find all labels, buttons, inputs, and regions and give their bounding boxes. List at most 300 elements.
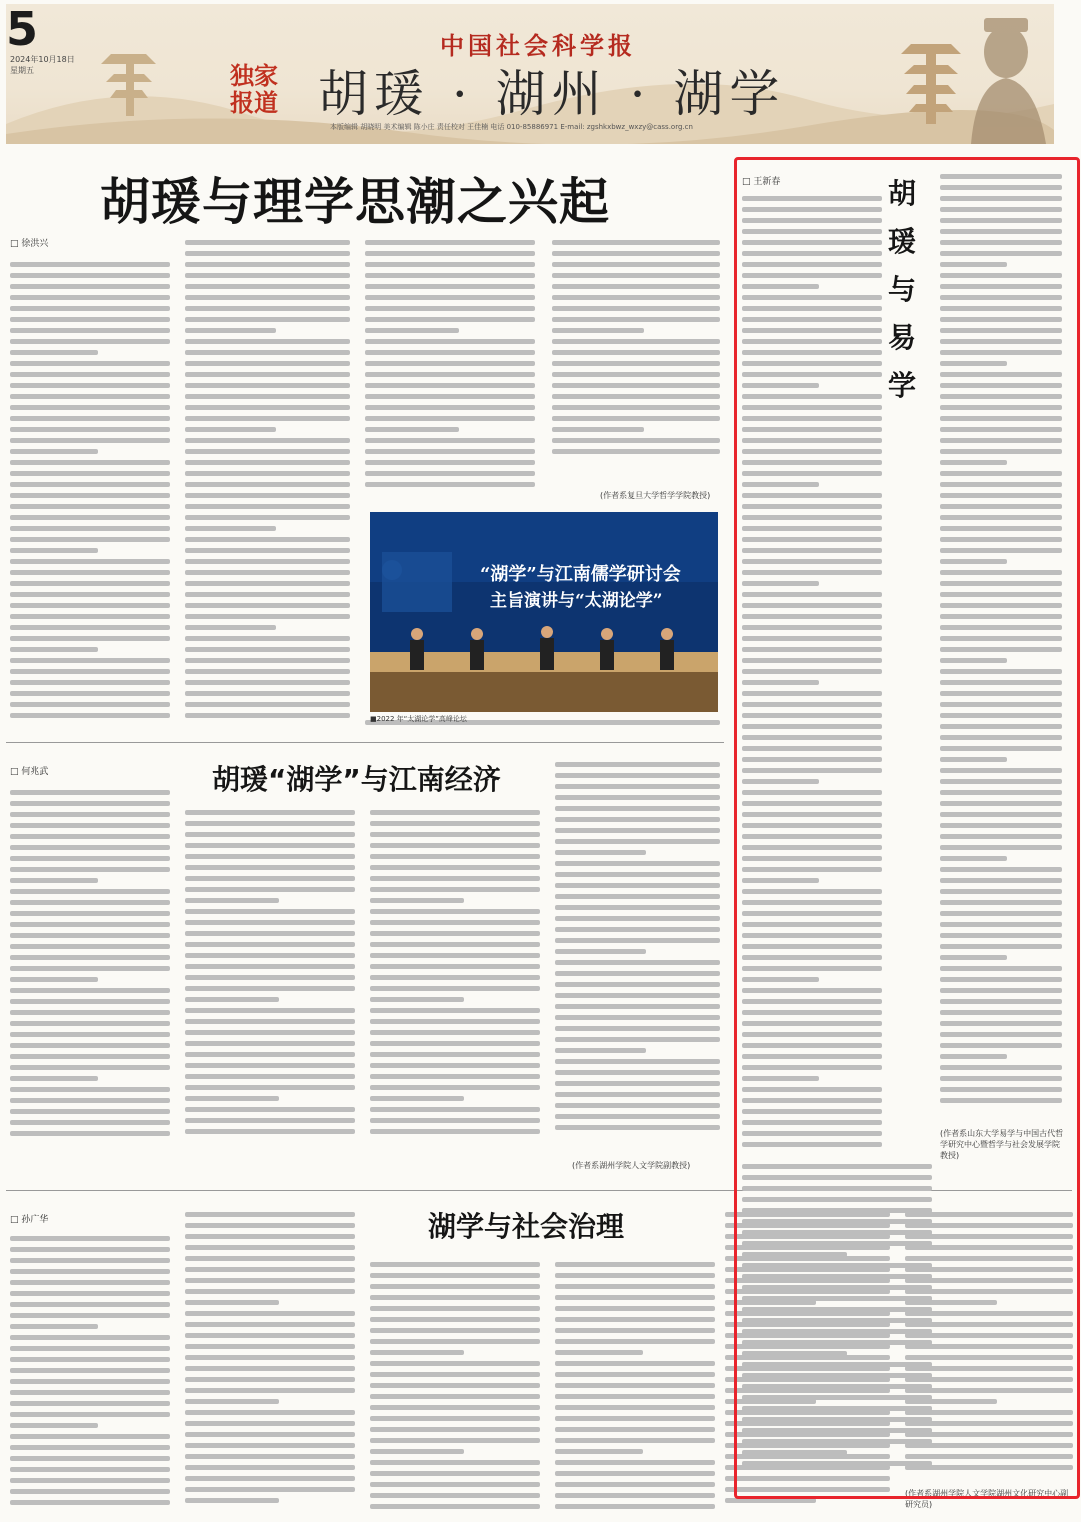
text-line bbox=[940, 218, 1062, 223]
text-line bbox=[742, 1208, 932, 1213]
jiangnan-column-3 bbox=[370, 810, 540, 1144]
text-line bbox=[370, 1030, 540, 1035]
text-line bbox=[370, 909, 540, 914]
text-line bbox=[10, 1489, 170, 1494]
text-line bbox=[742, 1186, 932, 1191]
text-line bbox=[10, 350, 98, 355]
text-line bbox=[10, 526, 170, 531]
text-line bbox=[940, 284, 1062, 289]
text-line bbox=[185, 1008, 355, 1013]
text-line bbox=[365, 361, 535, 366]
text-line bbox=[742, 977, 819, 982]
text-line bbox=[940, 581, 1062, 586]
text-line bbox=[742, 339, 882, 344]
text-line bbox=[742, 1065, 882, 1070]
text-line bbox=[555, 1405, 715, 1410]
text-line bbox=[555, 1103, 720, 1108]
governance-column-3 bbox=[370, 1262, 540, 1516]
text-line bbox=[10, 1324, 98, 1329]
text-line bbox=[185, 1129, 355, 1134]
text-line bbox=[365, 262, 535, 267]
text-line bbox=[370, 1471, 540, 1476]
text-line bbox=[370, 1405, 540, 1410]
text-line bbox=[742, 1263, 932, 1268]
text-line bbox=[940, 207, 1062, 212]
text-line bbox=[10, 537, 170, 542]
text-line bbox=[370, 898, 464, 903]
text-line bbox=[555, 894, 720, 899]
text-line bbox=[940, 636, 1062, 641]
forum-photo bbox=[370, 512, 718, 712]
text-line bbox=[10, 647, 98, 652]
text-line bbox=[185, 504, 350, 509]
text-line bbox=[370, 931, 540, 936]
text-line bbox=[552, 328, 644, 333]
text-line bbox=[940, 526, 1062, 531]
governance-column-2 bbox=[185, 1212, 355, 1516]
text-line bbox=[10, 1313, 170, 1318]
jiangnan-headline: 胡瑗“湖学”与江南经济 bbox=[212, 763, 501, 796]
text-line bbox=[370, 887, 540, 892]
yi-column-3 bbox=[742, 1164, 932, 1474]
text-line bbox=[185, 669, 350, 674]
text-line bbox=[940, 911, 1062, 916]
text-line bbox=[940, 460, 1007, 465]
text-line bbox=[742, 1175, 932, 1180]
text-line bbox=[940, 746, 1062, 751]
text-line bbox=[940, 889, 1062, 894]
text-line bbox=[742, 361, 882, 366]
text-line bbox=[742, 383, 819, 388]
text-line bbox=[555, 1114, 720, 1119]
text-line bbox=[940, 295, 1062, 300]
text-line bbox=[365, 240, 535, 245]
text-line bbox=[10, 427, 170, 432]
main-column-2 bbox=[185, 240, 350, 732]
text-line bbox=[555, 1350, 643, 1355]
text-line bbox=[370, 1295, 540, 1300]
text-line bbox=[940, 856, 1007, 861]
text-line bbox=[940, 768, 1062, 773]
text-line bbox=[940, 933, 1062, 938]
main-author-note: (作者系复旦大学哲学学院教授) bbox=[600, 491, 711, 500]
text-line bbox=[742, 1010, 882, 1015]
text-line bbox=[10, 592, 170, 597]
text-line bbox=[742, 966, 882, 971]
text-line bbox=[185, 1388, 355, 1393]
main-byline: □ 徐洪兴 bbox=[10, 239, 49, 249]
text-line bbox=[10, 812, 170, 817]
text-line bbox=[940, 405, 1062, 410]
exclusive-report-label: 独家报道 bbox=[230, 61, 278, 117]
text-line bbox=[940, 1010, 1062, 1015]
text-line bbox=[742, 372, 882, 377]
jiangnan-column-4 bbox=[555, 762, 720, 1142]
text-line bbox=[940, 966, 1062, 971]
text-line bbox=[742, 273, 882, 278]
text-line bbox=[742, 911, 882, 916]
text-line bbox=[555, 1284, 715, 1289]
text-line bbox=[10, 669, 170, 674]
text-line bbox=[742, 1021, 882, 1026]
text-line bbox=[185, 416, 350, 421]
text-line bbox=[370, 1361, 540, 1366]
text-line bbox=[940, 394, 1062, 399]
text-line bbox=[940, 900, 1062, 905]
text-line bbox=[185, 251, 350, 256]
text-line bbox=[10, 1247, 170, 1252]
text-line bbox=[742, 1417, 932, 1422]
text-line bbox=[742, 988, 882, 993]
text-line bbox=[742, 1329, 932, 1334]
text-line bbox=[370, 1008, 540, 1013]
text-line bbox=[185, 262, 350, 267]
text-line bbox=[552, 350, 720, 355]
text-line bbox=[185, 526, 276, 531]
text-line bbox=[10, 383, 170, 388]
text-line bbox=[555, 1048, 646, 1053]
text-line bbox=[552, 383, 720, 388]
text-line bbox=[742, 625, 882, 630]
text-line bbox=[742, 438, 882, 443]
text-line bbox=[555, 1504, 715, 1509]
text-line bbox=[365, 339, 535, 344]
text-line bbox=[10, 328, 170, 333]
text-line bbox=[370, 964, 540, 969]
text-line bbox=[10, 702, 170, 707]
text-line bbox=[940, 603, 1062, 608]
text-line bbox=[742, 295, 882, 300]
text-line bbox=[742, 812, 882, 817]
text-line bbox=[10, 1478, 170, 1483]
text-line bbox=[10, 273, 170, 278]
text-line bbox=[940, 1032, 1062, 1037]
text-line bbox=[742, 779, 819, 784]
text-line bbox=[742, 856, 882, 861]
text-line bbox=[10, 834, 170, 839]
text-line bbox=[742, 746, 882, 751]
text-line bbox=[555, 1361, 715, 1366]
text-line bbox=[555, 762, 720, 767]
text-line bbox=[10, 570, 170, 575]
page-title: 胡瑗 · 湖州 · 湖学 bbox=[318, 65, 786, 123]
text-line bbox=[742, 262, 882, 267]
text-line bbox=[552, 262, 720, 267]
text-line bbox=[10, 1423, 98, 1428]
text-line bbox=[940, 1087, 1062, 1092]
text-line bbox=[365, 482, 535, 487]
text-line bbox=[742, 515, 882, 520]
text-line bbox=[940, 878, 1062, 883]
jiangnan-byline: □ 何兆武 bbox=[10, 767, 49, 777]
text-line bbox=[365, 306, 535, 311]
text-line bbox=[940, 977, 1062, 982]
text-line bbox=[940, 350, 1062, 355]
text-line bbox=[940, 867, 1062, 872]
text-line bbox=[552, 405, 720, 410]
text-line bbox=[10, 988, 170, 993]
text-line bbox=[742, 537, 882, 542]
text-line bbox=[742, 801, 882, 806]
text-line bbox=[370, 1427, 540, 1432]
text-line bbox=[742, 933, 882, 938]
text-line bbox=[555, 1092, 720, 1097]
text-line bbox=[10, 471, 170, 476]
jiangnan-author-note: (作者系湖州学院人文学院副教授) bbox=[572, 1161, 691, 1170]
text-line bbox=[555, 960, 720, 965]
text-line bbox=[10, 1434, 170, 1439]
text-line bbox=[940, 559, 1007, 564]
text-line bbox=[370, 1416, 540, 1421]
text-line bbox=[185, 942, 355, 947]
text-line bbox=[10, 603, 170, 608]
text-line bbox=[370, 953, 540, 958]
text-line bbox=[742, 867, 882, 872]
text-line bbox=[185, 581, 350, 586]
governance-byline: □ 孙广华 bbox=[10, 1215, 49, 1225]
text-line bbox=[742, 482, 819, 487]
text-line bbox=[185, 1300, 279, 1305]
text-line bbox=[185, 1030, 355, 1035]
text-line bbox=[742, 691, 882, 696]
text-line bbox=[365, 328, 459, 333]
text-line bbox=[185, 460, 350, 465]
text-line bbox=[185, 427, 276, 432]
text-line bbox=[185, 1019, 355, 1024]
text-line bbox=[10, 548, 98, 553]
text-line bbox=[940, 702, 1062, 707]
text-line bbox=[10, 614, 170, 619]
text-line bbox=[940, 1076, 1062, 1081]
text-line bbox=[742, 1054, 882, 1059]
text-line bbox=[185, 986, 355, 991]
text-line bbox=[185, 810, 355, 815]
text-line bbox=[742, 955, 882, 960]
text-line bbox=[742, 1230, 932, 1235]
section-divider bbox=[6, 742, 724, 743]
text-line bbox=[370, 1284, 540, 1289]
text-line bbox=[940, 328, 1062, 333]
text-line bbox=[555, 1004, 720, 1009]
text-line bbox=[185, 1498, 279, 1503]
text-line bbox=[742, 889, 882, 894]
issue-date: 2024年10月18日 bbox=[10, 55, 75, 64]
text-line bbox=[555, 817, 720, 822]
text-line bbox=[10, 1076, 98, 1081]
text-line bbox=[370, 1085, 540, 1090]
text-line bbox=[365, 460, 535, 465]
yi-headline: 胡瑗与易学 bbox=[888, 177, 917, 402]
text-line bbox=[10, 460, 170, 465]
text-line bbox=[10, 449, 98, 454]
text-line bbox=[185, 854, 355, 859]
text-line bbox=[742, 1461, 932, 1466]
text-line bbox=[742, 1109, 882, 1114]
text-line bbox=[185, 1399, 279, 1404]
text-line bbox=[365, 438, 535, 443]
text-line bbox=[742, 669, 882, 674]
text-line bbox=[10, 845, 170, 850]
text-line bbox=[185, 1366, 355, 1371]
text-line bbox=[10, 581, 170, 586]
text-line bbox=[555, 927, 720, 932]
main-column-4 bbox=[552, 240, 720, 468]
text-line bbox=[555, 1059, 720, 1064]
text-line bbox=[555, 1081, 720, 1086]
text-line bbox=[185, 953, 355, 958]
text-line bbox=[10, 999, 170, 1004]
text-line bbox=[185, 493, 350, 498]
text-line bbox=[940, 427, 1062, 432]
text-line bbox=[185, 592, 350, 597]
yi-author-note: (作者系山东大学易学与中国古代哲学研究中心暨哲学与社会发展学院教授) bbox=[940, 1129, 1064, 1160]
text-line bbox=[370, 1118, 540, 1123]
text-line bbox=[742, 702, 882, 707]
text-line bbox=[940, 548, 1062, 553]
text-line bbox=[10, 878, 98, 883]
text-line bbox=[10, 1302, 170, 1307]
text-line bbox=[940, 922, 1062, 927]
text-line bbox=[940, 713, 1062, 718]
governance-column-1 bbox=[10, 1236, 170, 1516]
text-line bbox=[555, 850, 646, 855]
text-line bbox=[10, 1335, 170, 1340]
text-line bbox=[742, 834, 882, 839]
text-line bbox=[742, 196, 882, 201]
text-line bbox=[555, 773, 720, 778]
text-line bbox=[10, 1054, 170, 1059]
text-line bbox=[940, 229, 1062, 234]
text-line bbox=[742, 1164, 932, 1169]
text-line bbox=[10, 944, 170, 949]
text-line bbox=[185, 603, 350, 608]
text-line bbox=[742, 526, 882, 531]
text-line bbox=[742, 1252, 847, 1257]
text-line bbox=[940, 625, 1062, 630]
text-line bbox=[555, 861, 720, 866]
text-line bbox=[185, 1311, 355, 1316]
governance-headline: 湖学与社会治理 bbox=[428, 1210, 625, 1243]
text-line bbox=[10, 1412, 170, 1417]
text-line bbox=[185, 1085, 355, 1090]
text-line bbox=[940, 196, 1062, 201]
text-line bbox=[10, 1236, 170, 1241]
text-line bbox=[742, 944, 882, 949]
text-line bbox=[555, 1471, 715, 1476]
text-line bbox=[185, 1322, 355, 1327]
text-line bbox=[185, 865, 355, 870]
text-line bbox=[10, 955, 170, 960]
text-line bbox=[10, 493, 170, 498]
text-line bbox=[185, 1487, 355, 1492]
text-line bbox=[940, 383, 1062, 388]
text-line bbox=[10, 889, 170, 894]
text-line bbox=[742, 1428, 932, 1433]
text-line bbox=[10, 900, 170, 905]
text-line bbox=[185, 515, 350, 520]
text-line bbox=[742, 1373, 932, 1378]
text-line bbox=[10, 306, 170, 311]
photo-banner-subtitle: 主旨演讲与“太湖论学” bbox=[490, 591, 663, 611]
yi-byline: □ 王新春 bbox=[742, 177, 781, 187]
text-line bbox=[742, 878, 819, 883]
text-line bbox=[742, 713, 882, 718]
text-line bbox=[10, 1269, 170, 1274]
photo-caption: ■2022 年“太湖论学”高峰论坛 bbox=[370, 715, 467, 723]
text-line bbox=[555, 982, 720, 987]
text-line bbox=[742, 350, 882, 355]
text-line bbox=[552, 449, 720, 454]
text-line bbox=[10, 1109, 170, 1114]
text-line bbox=[370, 1449, 464, 1454]
text-line bbox=[10, 1390, 170, 1395]
text-line bbox=[555, 1262, 715, 1267]
text-line bbox=[370, 986, 540, 991]
text-line bbox=[185, 548, 350, 553]
text-line bbox=[555, 1394, 715, 1399]
text-line bbox=[552, 416, 720, 421]
text-line bbox=[10, 1280, 170, 1285]
text-line bbox=[185, 1223, 355, 1228]
text-line bbox=[742, 1197, 932, 1202]
main-headline: 胡瑗与理学思潮之兴起 bbox=[100, 173, 610, 231]
text-line bbox=[940, 504, 1062, 509]
text-line bbox=[742, 1450, 847, 1455]
text-line bbox=[185, 361, 350, 366]
text-line bbox=[370, 1129, 540, 1134]
text-line bbox=[555, 1438, 715, 1443]
text-line bbox=[185, 295, 350, 300]
text-line bbox=[940, 944, 1062, 949]
text-line bbox=[10, 1065, 170, 1070]
text-line bbox=[185, 1465, 355, 1470]
text-line bbox=[185, 317, 350, 322]
text-line bbox=[555, 1383, 715, 1388]
text-line bbox=[185, 1096, 279, 1101]
text-line bbox=[10, 1131, 170, 1136]
text-line bbox=[555, 1125, 720, 1130]
page-number: 5 bbox=[6, 2, 39, 56]
text-line bbox=[10, 394, 170, 399]
text-line bbox=[370, 1438, 540, 1443]
text-line bbox=[742, 1285, 932, 1290]
text-line bbox=[185, 306, 350, 311]
text-line bbox=[742, 735, 882, 740]
text-line bbox=[185, 625, 276, 630]
text-line bbox=[742, 471, 882, 476]
text-line bbox=[185, 372, 350, 377]
text-line bbox=[742, 229, 882, 234]
jiangnan-column-1 bbox=[10, 790, 170, 1144]
text-line bbox=[555, 1070, 720, 1075]
text-line bbox=[10, 966, 170, 971]
text-line bbox=[742, 251, 882, 256]
text-line bbox=[185, 1344, 355, 1349]
text-line bbox=[742, 548, 882, 553]
text-line bbox=[185, 537, 350, 542]
text-line bbox=[555, 905, 720, 910]
text-line bbox=[10, 515, 170, 520]
text-line bbox=[742, 614, 882, 619]
text-line bbox=[555, 993, 720, 998]
text-line bbox=[370, 1262, 540, 1267]
text-line bbox=[940, 999, 1062, 1004]
text-line bbox=[940, 658, 1007, 663]
text-line bbox=[555, 949, 646, 954]
text-line bbox=[370, 1273, 540, 1278]
text-line bbox=[552, 306, 720, 311]
text-line bbox=[185, 713, 350, 718]
